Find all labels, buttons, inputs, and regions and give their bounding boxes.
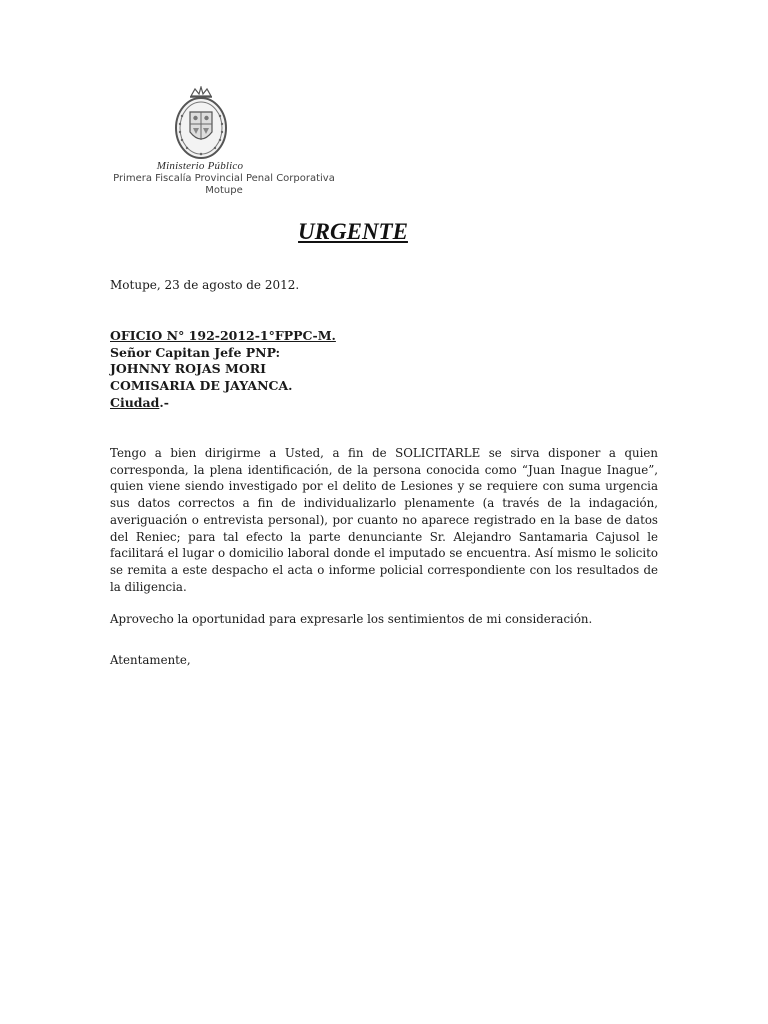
city-suffix: .- [159,395,169,410]
oficio-number: OFICIO N° 192-2012-1°FPPC-M. [110,328,336,343]
addressee-title: Señor Capitan Jefe PNP: [110,345,281,360]
city-label: Ciudad [110,395,160,410]
closing-salutation: Atentamente, [110,653,191,667]
ministerio-publico-seal-icon [173,86,229,162]
addressee-name: JOHNNY ROJAS MORI [110,361,266,376]
institution-location: Motupe [205,185,243,196]
body-paragraph-courtesy: Aprovecho la oportunidad para expresarle los sentimientos de mi consideración. [110,612,593,626]
addressee-office: COMISARIA DE JAYANCA. [110,378,293,393]
date-line: Motupe, 23 de agosto de 2012. [110,278,300,292]
body-paragraph-request: Tengo a bien dirigirme a Usted, a fin de SOLICITARLE se sirva disponer a quien corresponda, la plena identificación, de la persona conocida como “Juan Inague Inague”, quien viene siendo investigado por el delito de Lesiones y se requiere con suma urgencia sus datos correctos a fin de individualizarlo plenamente (a través de la indagación, averiguación o entrevista personal), por cuanto no aparece registrado en la base de datos del Reniec; para tal efecto la parte denunciante Sr. Alejandro Santamaria Cajusol le facilitará el lugar o domicilio laboral donde el imputado se encuentra. Así mismo le solicito se remita a este despacho el acta o informe policial correspondiente con los resultados de la diligencia. [110,446,658,594]
document-title: URGENTE [298,219,408,244]
seal-caption: Ministerio Público [156,160,244,172]
addressee-city [110,394,169,411]
institution-name: Primera Fiscalía Provincial Penal Corporativa [113,173,335,184]
